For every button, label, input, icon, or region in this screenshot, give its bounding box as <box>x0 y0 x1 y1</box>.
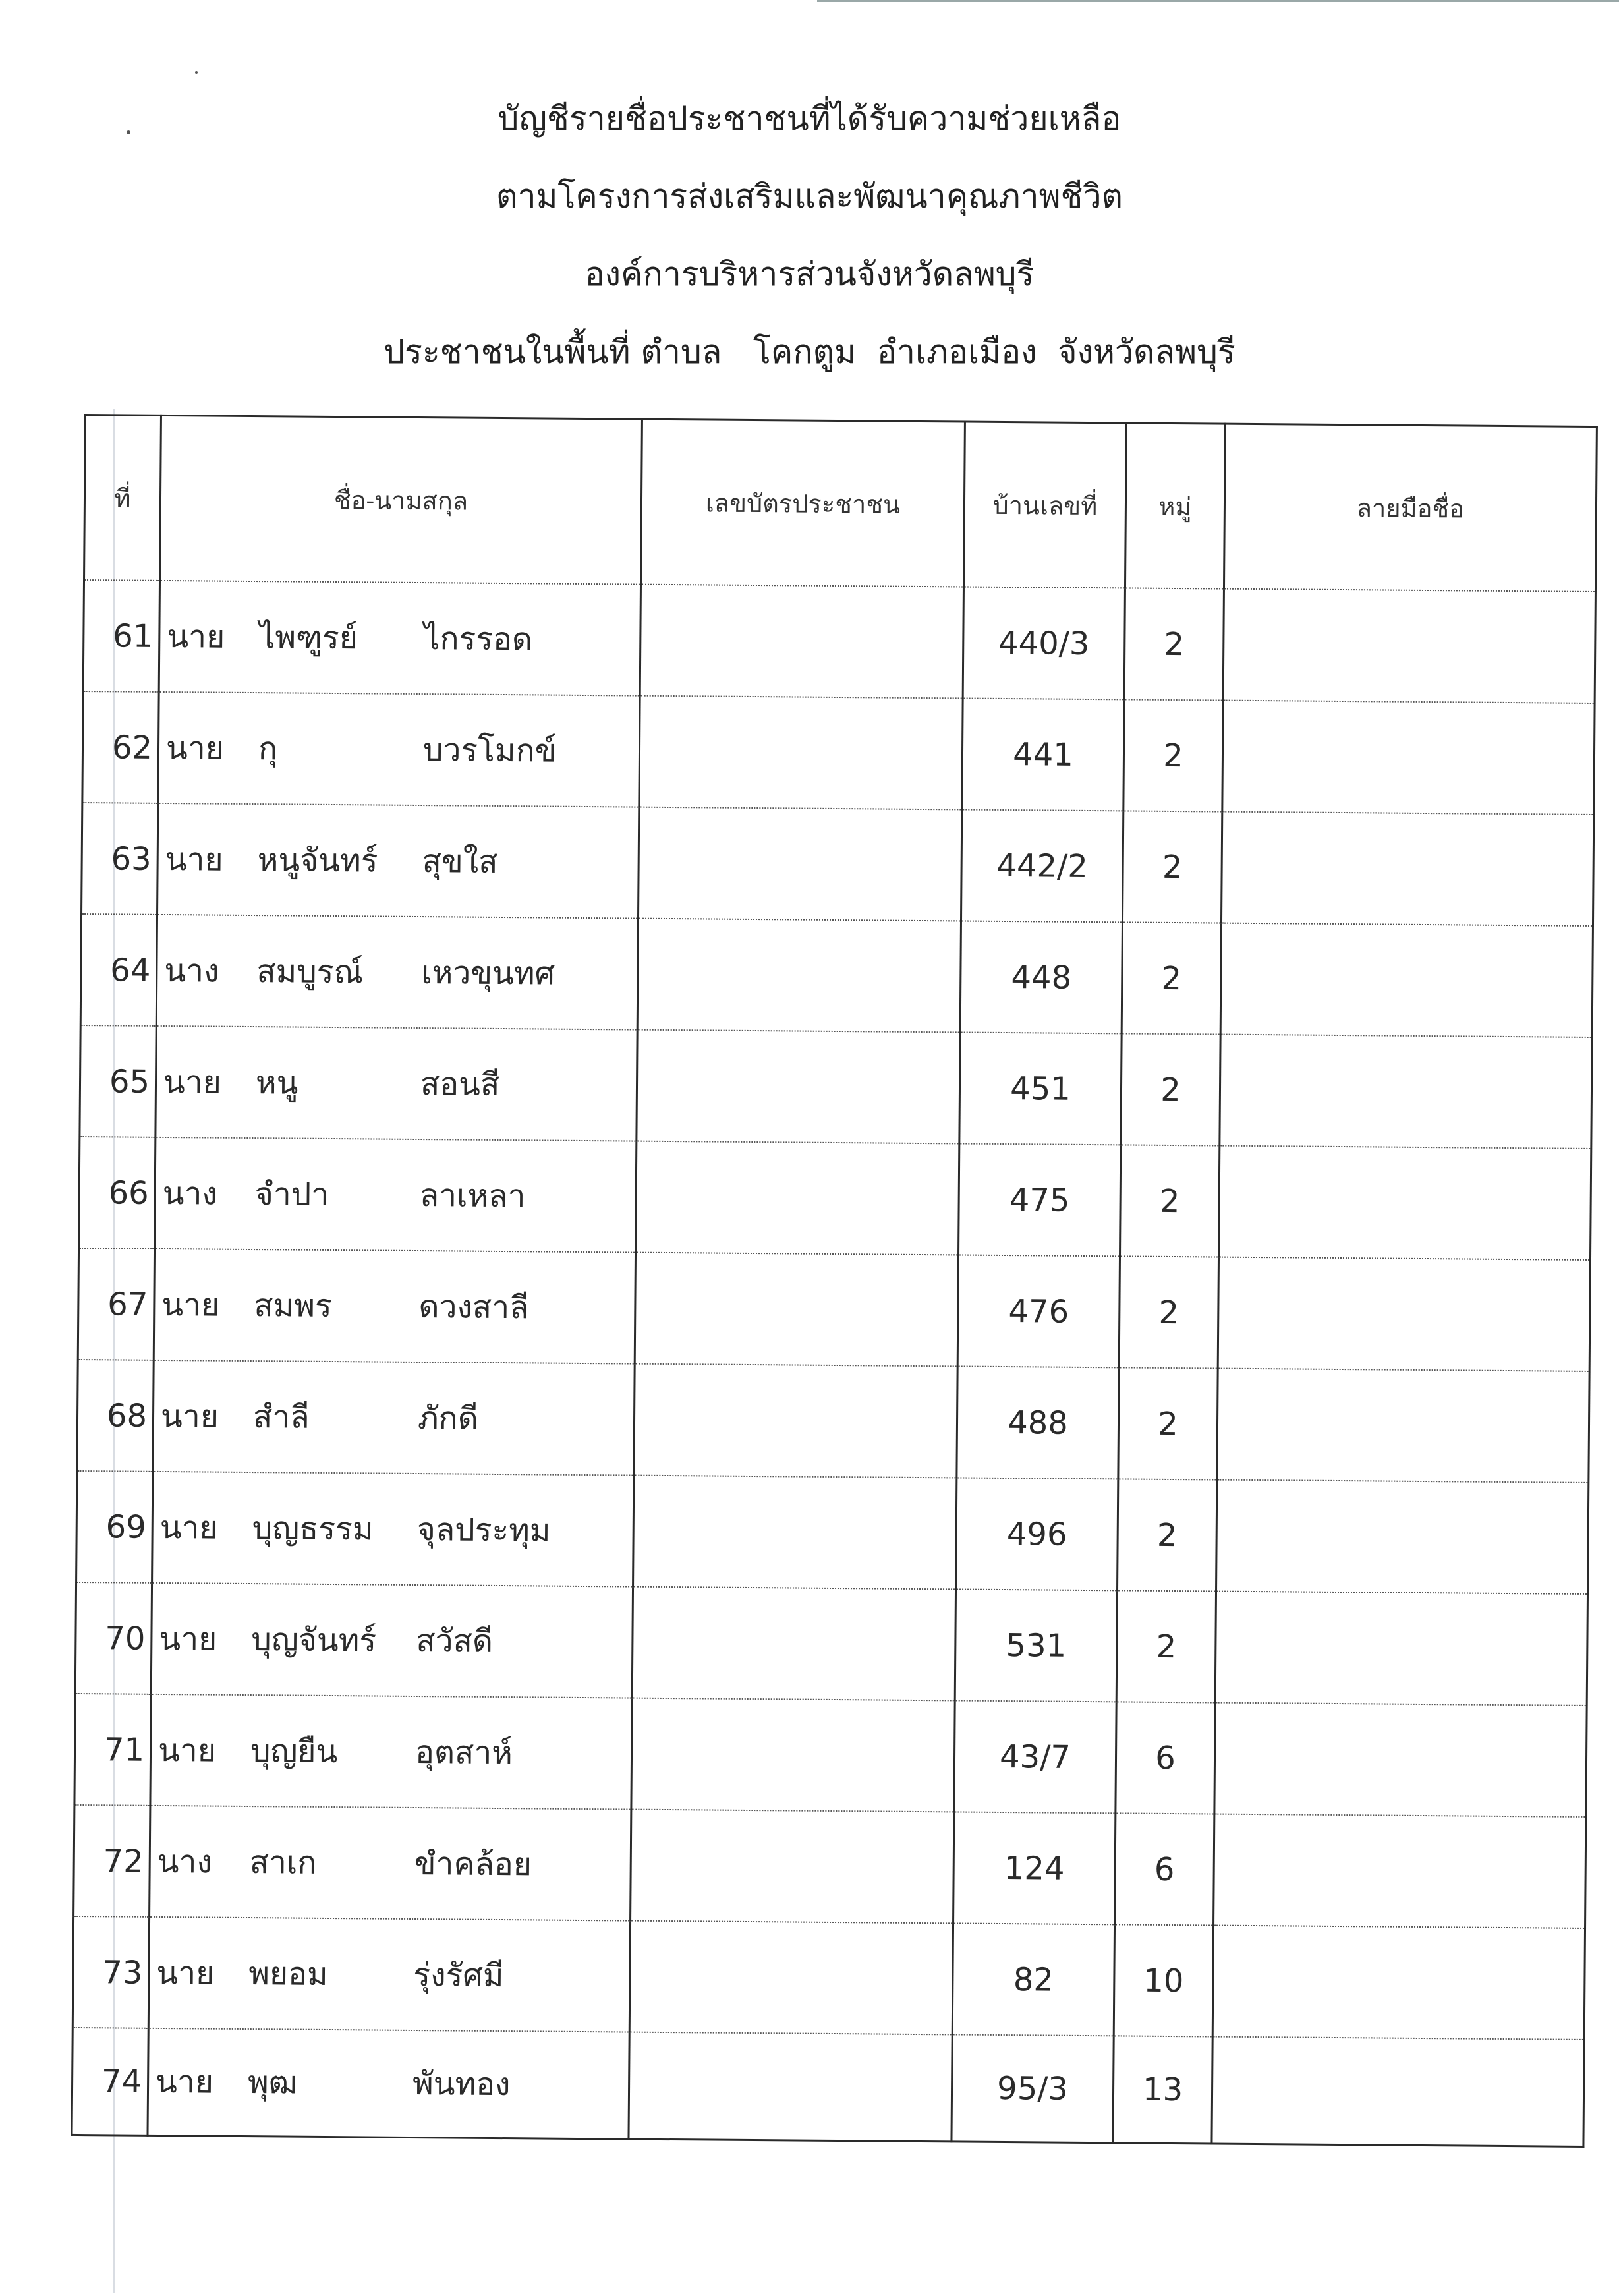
header-signature: ลายมือชื่อ <box>1224 424 1597 592</box>
moo-number: 2 <box>1123 699 1223 811</box>
signature-cell <box>1220 1035 1592 1149</box>
last-name: ขำคล้อย <box>414 1845 532 1883</box>
moo-number: 13 <box>1113 2036 1212 2144</box>
recipients-table-wrapper <box>71 414 1596 2156</box>
house-number: 442/2 <box>961 809 1123 922</box>
moo-number: 2 <box>1121 1033 1220 1145</box>
row-number: 71 <box>74 1694 151 1806</box>
house-number: 95/3 <box>952 2034 1114 2142</box>
moo-number: 2 <box>1118 1479 1217 1591</box>
full-name <box>159 581 640 696</box>
document-title: บัญชีรายชื่อประชาชนที่ได้รับความช่วยเหลือ <box>497 100 1122 138</box>
first-name: สาเก <box>249 1843 317 1881</box>
table-row <box>80 914 1593 1037</box>
last-name: รุ่งรัศมี <box>413 1956 504 1994</box>
full-name <box>148 2028 629 2139</box>
signature-cell <box>1214 1814 1586 1928</box>
house-number: 488 <box>957 1366 1119 1479</box>
header-id-number: เลขบัตรประชาชน <box>640 419 965 587</box>
name-title: นาย <box>165 729 225 767</box>
id-number-cell <box>631 1698 955 1812</box>
house-number: 124 <box>953 1812 1116 1924</box>
moo-number: 6 <box>1115 1813 1214 1925</box>
name-title: นาย <box>159 1620 217 1658</box>
full-name <box>157 803 639 919</box>
moo-number: 2 <box>1124 588 1224 700</box>
table-row <box>82 803 1594 926</box>
name-title: นาง <box>162 1174 218 1213</box>
last-name: ไกรรอด <box>424 619 533 658</box>
last-name: จุลประทุม <box>416 1510 551 1549</box>
last-name: สอนสี <box>420 1065 500 1103</box>
last-name: พันทอง <box>412 2065 511 2104</box>
last-name: เหวขุนทศ <box>421 954 555 992</box>
id-number-cell <box>635 1253 958 1367</box>
project-name: ตามโครงการส่งเสริมและพัฒนาคุณภาพชีวิต <box>496 177 1123 215</box>
last-name: ดวงสาลี <box>418 1288 529 1326</box>
scan-speck <box>195 71 198 74</box>
id-number-cell <box>634 1364 957 1478</box>
house-number: 451 <box>959 1032 1122 1145</box>
house-number: 496 <box>956 1478 1118 1590</box>
row-number: 74 <box>72 2028 148 2135</box>
first-name: สมพร <box>254 1286 332 1325</box>
table-row <box>83 580 1595 703</box>
last-name: บวรโมกข์ <box>422 731 557 770</box>
moo-number: 2 <box>1122 922 1221 1034</box>
moo-number: 2 <box>1122 811 1222 923</box>
table-row <box>76 1471 1589 1594</box>
signature-cell <box>1216 1480 1589 1594</box>
full-name <box>158 692 640 807</box>
table-header-row <box>84 415 1597 592</box>
last-name: สุขใส <box>422 842 498 880</box>
first-name: จำปา <box>254 1175 329 1213</box>
first-name: พุฒ <box>247 2064 298 2102</box>
first-name: ไพฑูรย์ <box>259 618 358 656</box>
id-number-cell <box>637 1030 960 1144</box>
row-number: 73 <box>72 1916 149 2028</box>
id-number-cell <box>637 919 961 1033</box>
header-moo: หมู่ <box>1125 423 1225 589</box>
table-row <box>77 1360 1589 1483</box>
table-row <box>78 1248 1590 1371</box>
id-number-cell <box>639 807 962 921</box>
row-number: 72 <box>74 1805 150 1917</box>
name-title: นาง <box>157 1843 213 1881</box>
house-number: 43/7 <box>954 1700 1116 1813</box>
full-name <box>150 1806 631 1921</box>
moo-number: 2 <box>1119 1256 1218 1368</box>
full-name <box>152 1472 634 1587</box>
signature-cell <box>1220 923 1593 1037</box>
house-number: 531 <box>955 1589 1117 1702</box>
scan-edge-line <box>817 0 1619 2</box>
last-name: อุตสาห์ <box>414 1733 513 1771</box>
signature-cell <box>1212 1926 1585 2040</box>
signature-cell <box>1222 701 1595 815</box>
recipients-table <box>71 414 1597 2148</box>
name-title: นาย <box>165 840 223 878</box>
full-name <box>150 1694 632 1810</box>
table-row <box>82 691 1595 815</box>
name-title: นาย <box>163 1063 222 1101</box>
organization-name: องค์การบริหารส่วนจังหวัดลพบุรี <box>584 255 1035 293</box>
last-name: ภักดี <box>417 1399 479 1437</box>
area-line: ประชาชนในพื้นที่ ตำบล โคกตูม อำเภอเมือง จังหวัดลพบุรี <box>383 333 1236 371</box>
full-name <box>156 915 638 1030</box>
header-no: ที่ <box>84 415 161 581</box>
table-row <box>79 1137 1591 1260</box>
first-name: พยอม <box>248 1955 328 1993</box>
name-title: นาง <box>164 952 219 990</box>
last-name: สวัสดี <box>416 1622 494 1660</box>
house-number: 440/3 <box>963 587 1125 699</box>
moo-number: 2 <box>1116 1590 1216 1702</box>
signature-cell <box>1218 1257 1590 1371</box>
first-name: กุ <box>258 730 278 767</box>
table-row <box>74 1694 1587 1817</box>
table-row <box>72 1916 1585 2040</box>
signature-cell <box>1217 1369 1589 1483</box>
table-row <box>72 2028 1584 2147</box>
signature-cell <box>1212 2037 1584 2147</box>
full-name <box>156 1026 637 1141</box>
id-number-cell <box>629 2032 952 2142</box>
first-name: สำลี <box>252 1398 310 1436</box>
moo-number: 2 <box>1120 1145 1220 1257</box>
first-name: บุญจันทร์ <box>251 1621 377 1659</box>
house-number: 475 <box>959 1143 1121 1256</box>
signature-cell <box>1223 589 1595 703</box>
signature-cell <box>1221 812 1593 926</box>
table-row <box>74 1805 1586 1928</box>
header-house-number: บ้านเลขที่ <box>963 422 1126 588</box>
full-name <box>154 1249 635 1364</box>
signature-cell <box>1214 1703 1587 1817</box>
id-number-cell <box>632 1587 955 1701</box>
row-number: 67 <box>78 1248 154 1360</box>
row-number: 62 <box>82 691 159 803</box>
header-name: ชื่อ-นามสกุล <box>160 415 642 584</box>
house-number: 441 <box>962 698 1124 811</box>
row-number: 69 <box>76 1471 153 1583</box>
house-number: 82 <box>952 1923 1114 2036</box>
id-number-cell <box>640 585 963 699</box>
row-number: 66 <box>79 1137 156 1249</box>
first-name: สมบูรณ์ <box>256 952 364 990</box>
moo-number: 6 <box>1116 1702 1215 1814</box>
id-number-cell <box>639 696 963 810</box>
house-number: 448 <box>960 921 1122 1033</box>
row-number: 70 <box>75 1582 152 1694</box>
table-body <box>72 580 1595 2146</box>
full-name <box>155 1137 637 1253</box>
name-title: นาย <box>157 1731 217 1769</box>
full-name <box>151 1583 633 1698</box>
first-name: บุญธรรม <box>252 1509 374 1547</box>
full-name <box>148 1917 630 2032</box>
name-title: นาย <box>167 617 225 656</box>
id-number-cell <box>631 1810 954 1924</box>
id-number-cell <box>629 1921 953 2035</box>
table-row <box>80 1025 1592 1149</box>
first-name: หนูจันทร์ <box>257 841 378 880</box>
first-name: บุญยืน <box>250 1732 338 1770</box>
name-title: นาย <box>161 1286 220 1324</box>
row-number: 68 <box>77 1360 154 1472</box>
moo-number: 2 <box>1118 1367 1218 1479</box>
row-number: 63 <box>82 803 158 915</box>
moo-number: 10 <box>1114 1924 1213 2036</box>
house-number: 476 <box>957 1255 1120 1367</box>
last-name: ลาเหลา <box>419 1176 526 1215</box>
row-number: 64 <box>80 914 157 1026</box>
first-name: หนู <box>255 1064 298 1102</box>
row-number: 61 <box>83 580 159 692</box>
table-row <box>75 1582 1587 1706</box>
row-number: 65 <box>80 1025 156 1137</box>
full-name <box>153 1360 635 1476</box>
signature-cell <box>1219 1146 1591 1260</box>
name-title: นาย <box>160 1397 219 1435</box>
name-title: นาย <box>155 2063 214 2101</box>
signature-cell <box>1215 1592 1587 1706</box>
name-title: นาย <box>159 1508 218 1547</box>
name-title: นาย <box>156 1954 215 1992</box>
id-number-cell <box>633 1476 957 1590</box>
id-number-cell <box>636 1141 959 1255</box>
